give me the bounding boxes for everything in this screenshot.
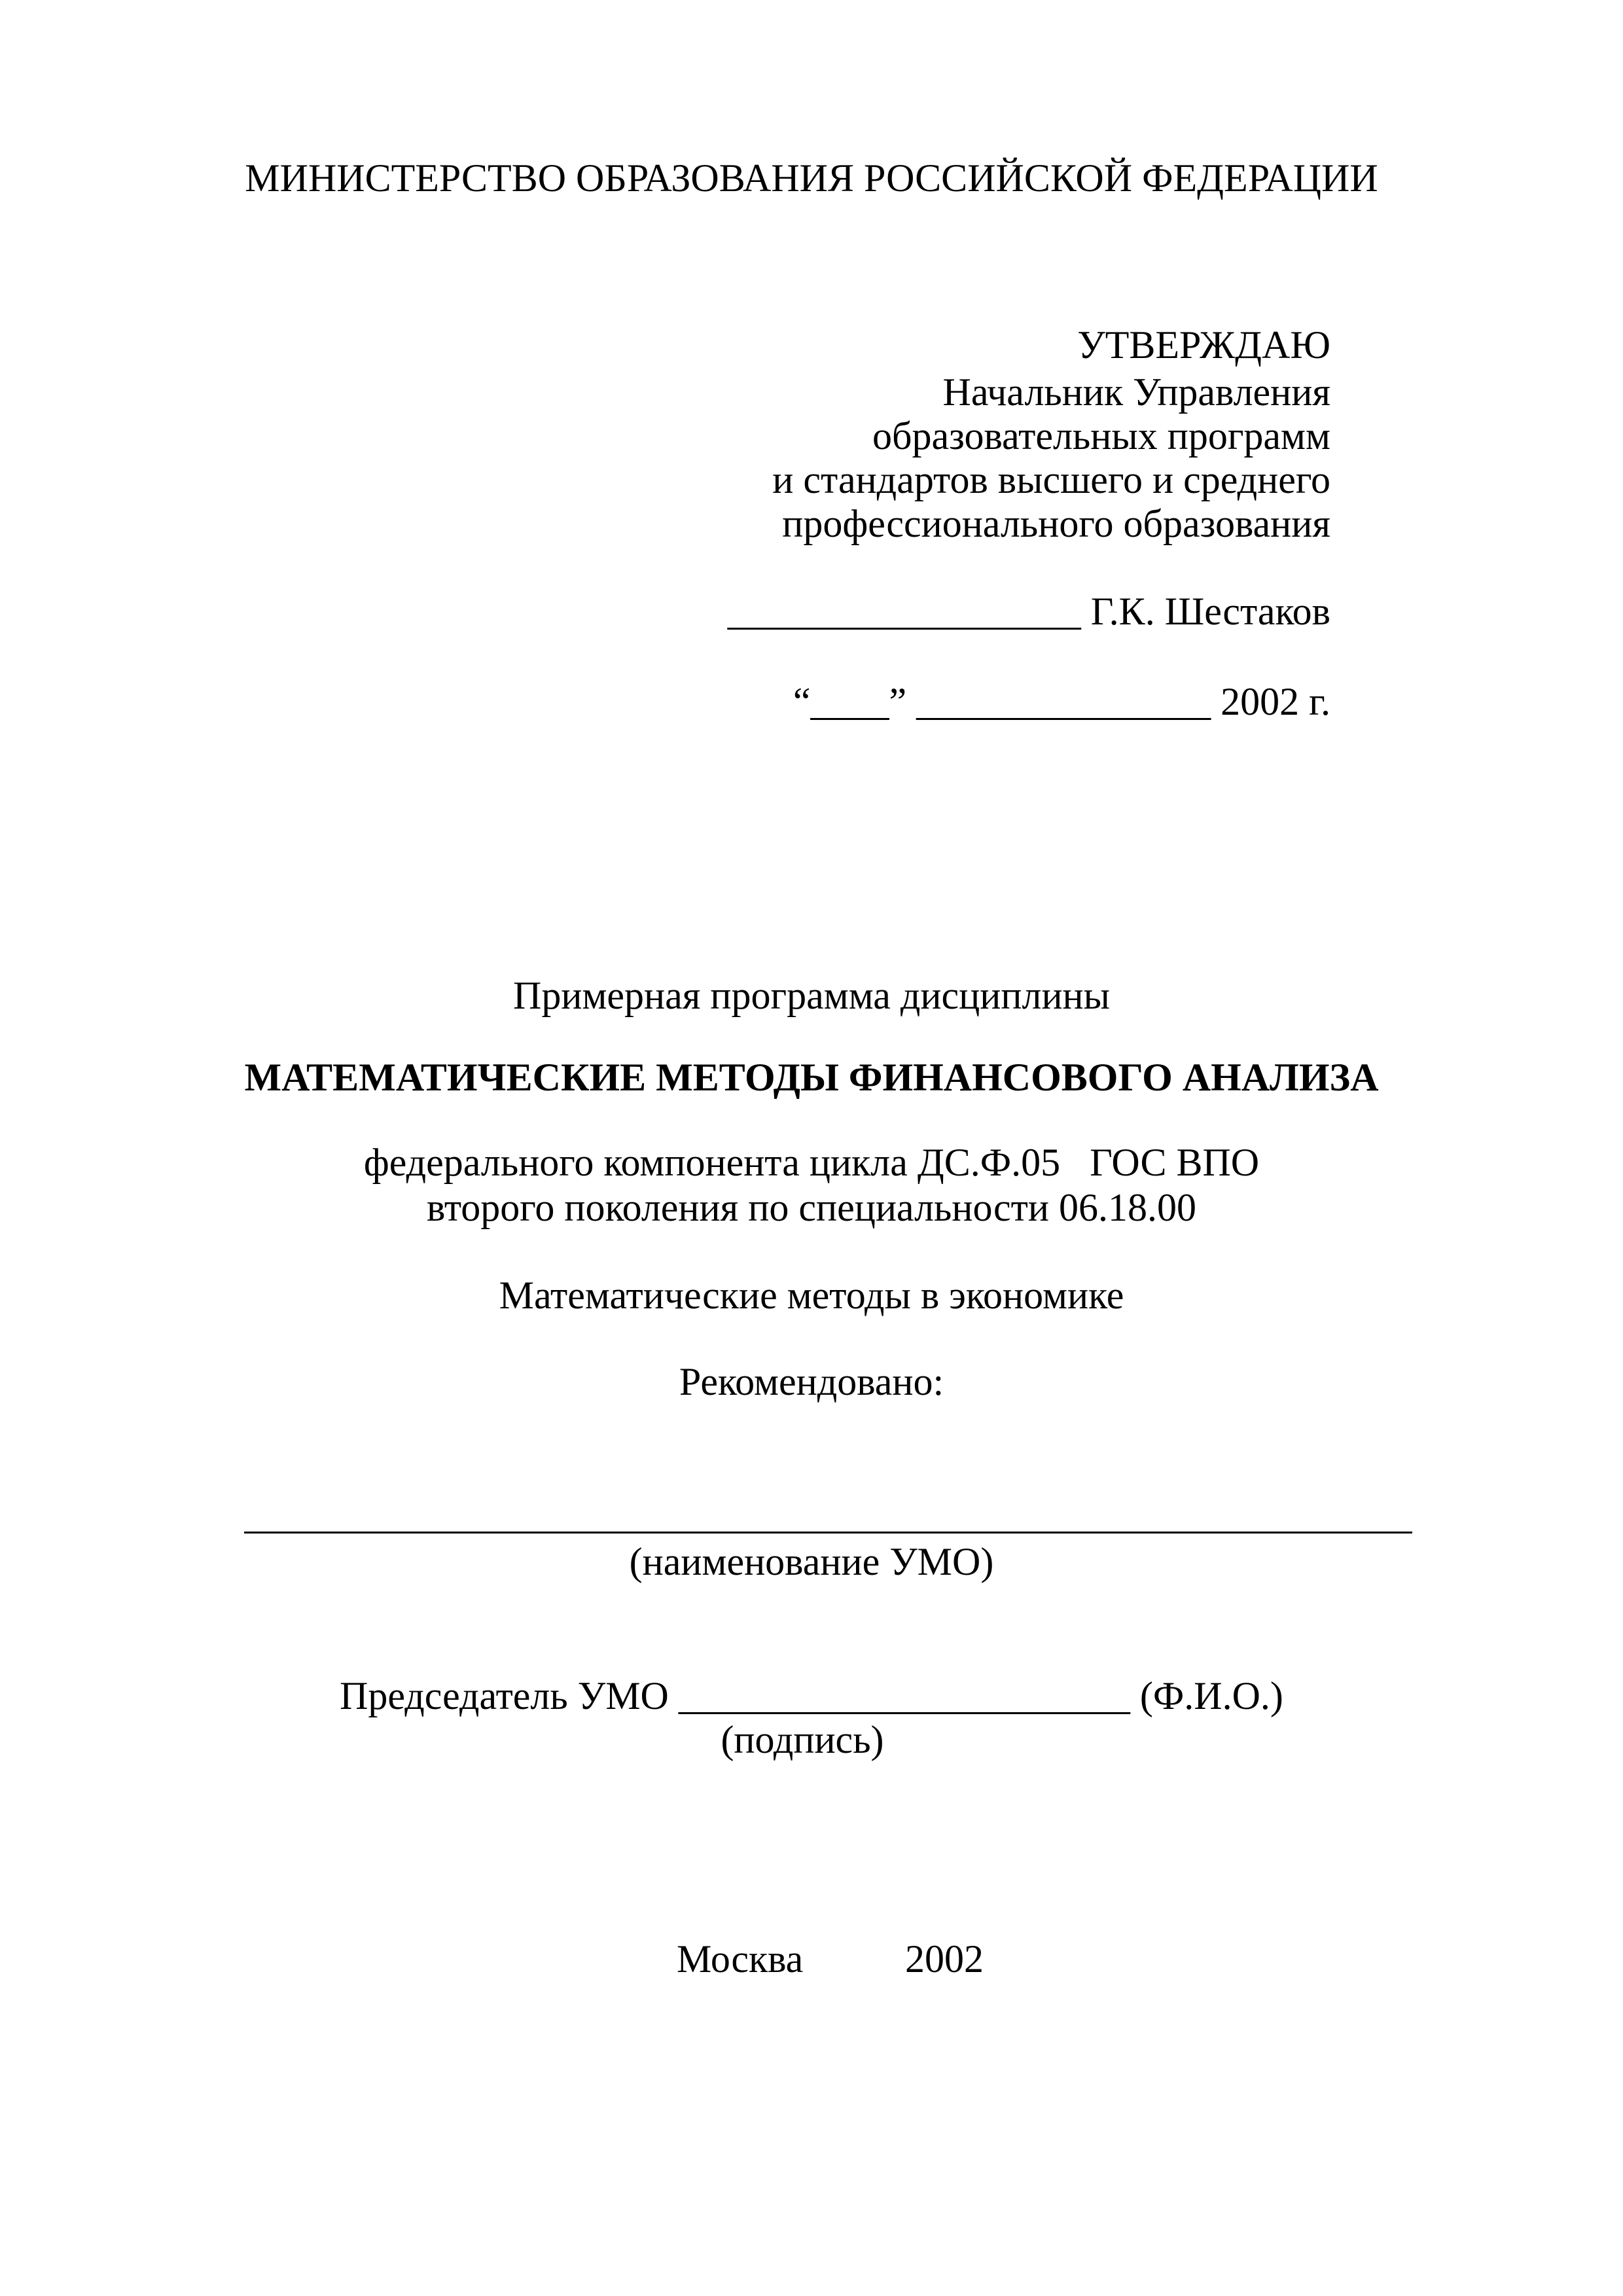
umo-chairman-line: Председатель УМО _______________________ (Ф.И.О.) [340,1674,1283,1717]
umo-name-caption: (наименование УМО) [629,1540,994,1583]
umo-name-rule [244,1532,1412,1534]
approval-line: Начальник Управления [942,370,1330,414]
program-title: МАТЕМАТИЧЕСКИЕ МЕТОДЫ ФИНАНСОВОГО АНАЛИЗА [244,1056,1379,1099]
ministry-heading: МИНИСТЕРСТВО ОБРАЗОВАНИЯ РОССИЙСКОЙ ФЕДЕРАЦИИ [245,156,1378,200]
approval-line: и стандартов высшего и среднего [772,458,1330,501]
approval-signature-line: __________________ Г.К. Шестаков [727,590,1330,633]
program-specialty: Математические методы в экономике [499,1274,1124,1317]
footer-city: Москва [677,1937,804,1981]
approval-date-line: “____” _______________ 2002 г. [793,680,1330,723]
approval-line: образовательных программ [872,414,1330,457]
approval-line: профессионального образования [782,502,1330,545]
umo-signature-caption: (подпись) [721,1718,884,1761]
program-component-line: второго поколения по специальности 06.18.00 [427,1186,1196,1229]
footer-year: 2002 [905,1937,984,1981]
approval-heading: УТВЕРЖДАЮ [1077,323,1330,367]
program-recommended: Рекомендовано: [679,1360,944,1403]
program-component-line: федерального компонента цикла ДС.Ф.05 ГОС ВПО [363,1141,1260,1184]
program-intro: Примерная программа дисциплины [513,974,1110,1017]
